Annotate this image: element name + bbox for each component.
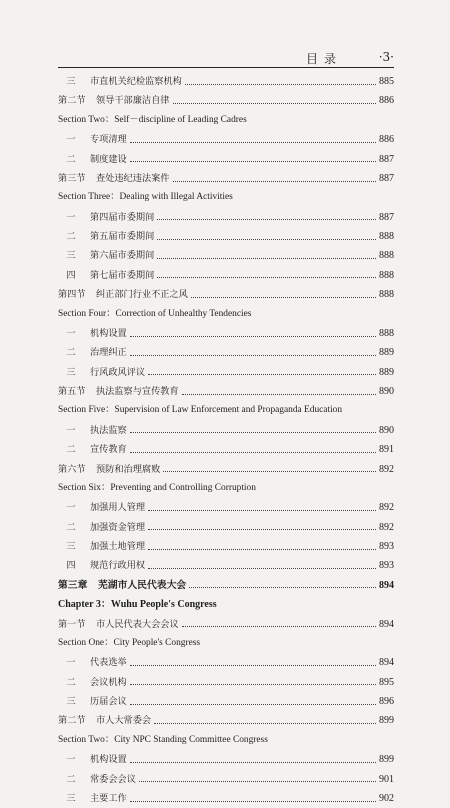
dot-leader — [185, 83, 376, 85]
toc-label: 机构设置 — [90, 327, 127, 339]
toc-label: 主要工作 — [90, 792, 127, 804]
dot-leader — [130, 664, 376, 666]
toc-chapter — [58, 576, 394, 595]
toc-section — [58, 91, 394, 110]
toc-item — [58, 324, 394, 343]
dot-leader — [130, 800, 376, 802]
toc-number: 四 — [66, 560, 76, 572]
toc-label: 代表选举 — [90, 657, 127, 669]
toc-page-number: 892 — [379, 502, 394, 514]
dot-leader — [130, 431, 376, 433]
toc-item — [58, 518, 394, 537]
dot-leader — [148, 373, 376, 375]
toc-page-number: 901 — [379, 773, 394, 785]
toc-section-english — [58, 479, 394, 498]
toc-label: 领导干部廉洁自律 — [96, 95, 170, 107]
toc-page-number: 899 — [379, 754, 394, 766]
toc-page-number: 888 — [379, 269, 394, 281]
toc-number: 二 — [66, 231, 76, 242]
toc-label: 市人大常委会 — [96, 715, 152, 727]
toc-label: Section Two：City NPC Standing Committee Congress — [58, 734, 268, 745]
toc-label: 市人民代表大会会议 — [96, 618, 179, 630]
dot-leader — [148, 548, 376, 550]
toc-number: 一 — [66, 424, 76, 436]
toc-label: 纠正部门行业不正之风 — [96, 289, 188, 301]
toc-label: Chapter 3：Wuhu People's Congress — [58, 599, 217, 611]
toc-page-number: 885 — [379, 76, 394, 87]
toc-item — [58, 130, 394, 149]
toc-number: 一 — [66, 502, 76, 514]
dot-leader — [191, 296, 376, 298]
toc-number: 二 — [66, 347, 76, 359]
toc-number: 三 — [66, 76, 76, 87]
toc-page-number: 887 — [379, 211, 394, 223]
dot-leader — [157, 276, 376, 278]
toc-label: 规范行政用权 — [90, 560, 146, 572]
toc-chapter-english — [58, 595, 394, 614]
toc-page-number: 888 — [379, 327, 394, 339]
toc-number: 第三节 — [58, 172, 86, 184]
toc-page-number: 888 — [379, 231, 394, 242]
toc-label: 查处违纪违法案件 — [96, 172, 170, 184]
toc-label: 市直机关纪检监察机构 — [90, 76, 182, 87]
toc-section-english — [58, 634, 394, 653]
toc-label: 加强土地管理 — [90, 541, 146, 552]
toc-page-number: 888 — [379, 289, 394, 301]
dot-leader — [189, 586, 376, 588]
dot-leader — [148, 509, 376, 511]
toc-page-number: 889 — [379, 366, 394, 378]
toc-number: 三 — [66, 250, 76, 262]
toc-number: 二 — [66, 773, 76, 785]
toc-item — [58, 750, 394, 769]
toc-section — [58, 711, 394, 730]
dot-leader — [130, 683, 376, 685]
toc-number: 二 — [66, 153, 76, 165]
dot-leader — [173, 180, 377, 182]
toc-label: Section Three：Dealing with Illegal Activities — [58, 192, 233, 203]
toc-number: 二 — [66, 521, 76, 533]
toc-label: 第四届市委期间 — [90, 211, 155, 223]
toc-item — [58, 246, 394, 265]
toc-page-number: 888 — [379, 250, 394, 262]
toc-section-english — [58, 401, 394, 420]
toc-label: 机构设置 — [90, 754, 127, 766]
toc-item — [58, 343, 394, 362]
toc-number: 一 — [66, 657, 76, 669]
toc-label: 制度建设 — [90, 153, 127, 165]
toc-section — [58, 460, 394, 479]
dot-leader — [157, 238, 376, 240]
toc-page-number: 894 — [379, 618, 394, 630]
toc-number: 一 — [66, 327, 76, 339]
toc-page-number: 890 — [379, 386, 394, 397]
toc-label: 加强用人管理 — [90, 502, 146, 514]
toc-section — [58, 382, 394, 401]
toc-page-number: 894 — [379, 657, 394, 669]
toc-item — [58, 692, 394, 711]
toc-number: 一 — [66, 754, 76, 766]
dot-leader — [130, 451, 376, 453]
toc-page-number: 887 — [379, 172, 394, 184]
toc-item — [58, 556, 394, 575]
toc-page-number: 890 — [379, 424, 394, 436]
toc-section — [58, 615, 394, 634]
header-rule — [58, 67, 394, 68]
toc-item — [58, 421, 394, 440]
toc-label: 第六届市委期间 — [90, 250, 155, 262]
toc-item — [58, 208, 394, 227]
toc-item — [58, 227, 394, 246]
toc-label: 常委会会议 — [90, 773, 136, 785]
toc-number: 第四节 — [58, 289, 86, 301]
toc-item — [58, 440, 394, 459]
toc-item — [58, 266, 394, 285]
dot-leader — [130, 335, 376, 337]
toc-item — [58, 673, 394, 692]
toc-number: 一 — [66, 211, 76, 223]
dot-leader — [130, 141, 376, 143]
toc-number: 三 — [66, 366, 76, 378]
toc-item — [58, 770, 394, 789]
toc-number: 三 — [66, 541, 76, 552]
toc-label: Section One：City People's Congress — [58, 637, 201, 648]
toc-label: Section Two：Self－discipline of Leading Cadres — [58, 114, 247, 125]
toc-label: Section Five：Supervision of Law Enforcement and Propaganda Education — [58, 405, 343, 416]
dot-leader — [130, 354, 376, 356]
toc-label: 历届会议 — [90, 696, 127, 707]
toc-number: 二 — [66, 676, 76, 688]
toc-section-english — [58, 111, 394, 130]
table-of-contents — [58, 72, 394, 808]
dot-leader — [173, 102, 377, 104]
toc-label: Section Six：Preventing and Controlling Corruption — [58, 482, 256, 493]
toc-number: 一 — [66, 134, 76, 146]
toc-number: 四 — [66, 269, 76, 281]
toc-section-english — [58, 305, 394, 324]
toc-number: 第二节 — [58, 715, 86, 727]
toc-section-english — [58, 731, 394, 750]
toc-item — [58, 150, 394, 169]
toc-item — [58, 498, 394, 517]
toc-page-number: 891 — [379, 444, 394, 456]
toc-page-number: 892 — [379, 463, 394, 475]
toc-label: 行风政风评议 — [90, 366, 146, 378]
toc-label: Section Four：Correction of Unhealthy Tendencies — [58, 308, 252, 319]
toc-page-number: 892 — [379, 521, 394, 533]
dot-leader — [139, 780, 376, 782]
toc-label: 芜湖市人民代表大会 — [98, 579, 187, 591]
toc-label: 第五届市委期间 — [90, 231, 155, 242]
toc-page-number: 886 — [379, 95, 394, 107]
page-header — [58, 50, 394, 68]
toc-page-number: 896 — [379, 696, 394, 707]
toc-number: 第三章 — [58, 579, 88, 591]
toc-item — [58, 72, 394, 91]
toc-number: 三 — [66, 792, 76, 804]
toc-number: 第五节 — [58, 386, 86, 397]
toc-item — [58, 537, 394, 556]
header-title: 目录 — [305, 52, 342, 66]
toc-section-english — [58, 188, 394, 207]
toc-item — [58, 653, 394, 672]
dot-leader — [157, 218, 376, 220]
toc-page-number: 893 — [379, 541, 394, 552]
toc-page-number: 895 — [379, 676, 394, 688]
toc-page-number: 894 — [379, 579, 394, 591]
header-page-number: ·3· — [378, 50, 394, 64]
toc-label: 执法监察与宣传教育 — [96, 386, 179, 397]
toc-number: 二 — [66, 444, 76, 456]
toc-item — [58, 363, 394, 382]
toc-page-number: 902 — [379, 792, 394, 804]
toc-page-number: 889 — [379, 347, 394, 359]
toc-label: 治理纠正 — [90, 347, 127, 359]
toc-label: 第七届市委期间 — [90, 269, 155, 281]
dot-leader — [148, 528, 376, 530]
toc-label: 宣传教育 — [90, 444, 127, 456]
toc-number: 第二节 — [58, 95, 86, 107]
toc-label: 专项清理 — [90, 134, 127, 146]
toc-number: 第六节 — [58, 463, 86, 475]
toc-number: 三 — [66, 696, 76, 707]
dot-leader — [182, 625, 376, 627]
toc-label: 加强资金管理 — [90, 521, 146, 533]
dot-leader — [157, 257, 376, 259]
dot-leader — [148, 567, 376, 569]
toc-number: 第一节 — [58, 618, 86, 630]
dot-leader — [130, 761, 376, 763]
toc-item — [58, 789, 394, 808]
dot-leader — [130, 703, 376, 705]
dot-leader — [130, 160, 376, 162]
dot-leader — [154, 722, 376, 724]
dot-leader — [182, 393, 376, 395]
toc-label: 会议机构 — [90, 676, 127, 688]
toc-label: 预防和治理腐败 — [96, 463, 161, 475]
toc-section — [58, 285, 394, 304]
toc-label: 执法监察 — [90, 424, 127, 436]
toc-page-number: 886 — [379, 134, 394, 146]
toc-page-number: 893 — [379, 560, 394, 572]
toc-page-number: 887 — [379, 153, 394, 165]
dot-leader — [163, 470, 376, 472]
toc-page-number: 899 — [379, 715, 394, 727]
toc-section — [58, 169, 394, 188]
